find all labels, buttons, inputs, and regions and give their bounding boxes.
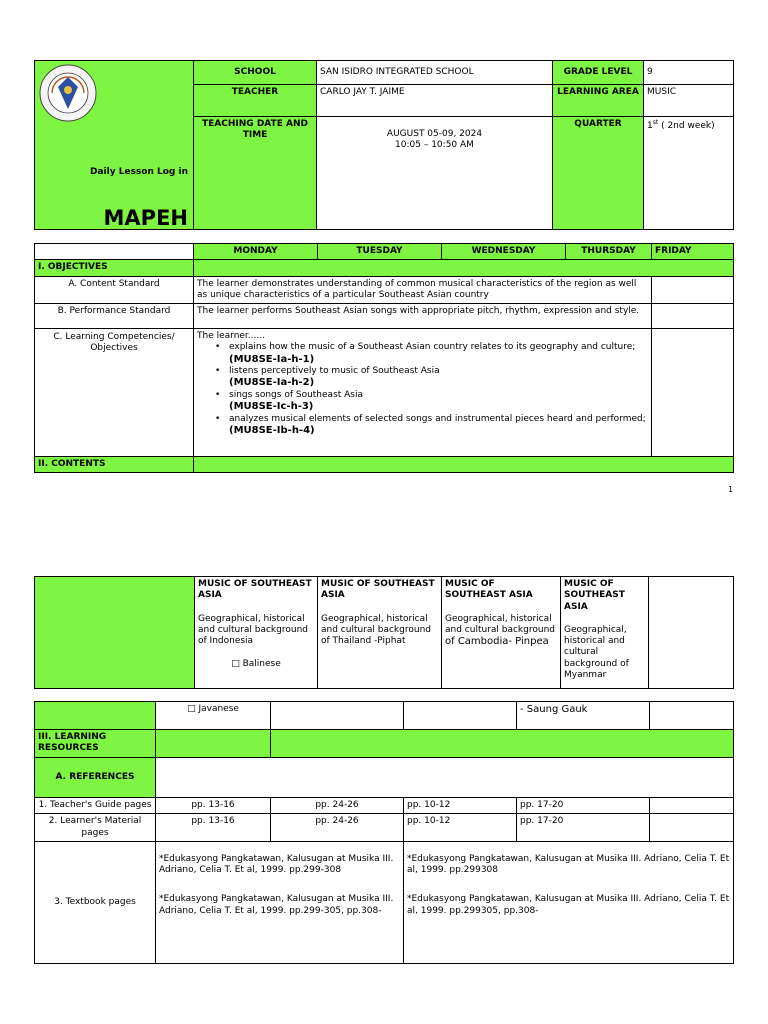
competency-item	[215, 342, 648, 366]
performance-standard-label: B. Performance Standard	[35, 304, 194, 329]
competency-text: analyzes musical elements of selected songs and instrumental pieces heard and performed;	[229, 413, 646, 424]
saung-gauk-cell: - Saung Gauk	[517, 702, 650, 730]
lm-pages-wednesday: pp. 10-12	[404, 814, 517, 842]
content-standard-friday	[652, 276, 734, 304]
competencies-list	[197, 342, 648, 437]
continuation-label-cell	[35, 702, 156, 730]
competency-code: (MU8SE-Ib-h-4)	[229, 424, 315, 436]
competencies-label: C. Learning Competencies/ Objectives	[35, 329, 194, 457]
quarter-value	[644, 117, 734, 230]
quarter-number: 1	[647, 121, 653, 131]
teaching-date-value: AUGUST 05-09, 2024	[386, 129, 483, 139]
content-title: MUSIC OF SOUTHEAST ASIA	[564, 579, 625, 612]
contents-table	[34, 576, 734, 689]
content-desc: Geographical, historical and cultural background of Thailand -Piphat	[321, 613, 431, 646]
day-tuesday: TUESDAY	[318, 244, 442, 260]
performance-standard-friday	[652, 304, 734, 329]
textbook-ref: *Edukasyong Pangkatawan, Kalusugan at Musika III. Adriano, Celia T. Et al, 1999. pp.299-305, pp.308-	[159, 894, 394, 916]
subject-title: MAPEH	[103, 206, 188, 230]
continuation-blank-2	[404, 702, 517, 730]
teaching-time-value: 10:05 – 10:50 AM	[395, 140, 474, 151]
references-blank	[156, 758, 734, 798]
deped-seal-icon	[38, 63, 98, 123]
content-title: MUSIC OF SOUTHEAST ASIA	[445, 579, 533, 601]
day-wednesday: WEDNESDAY	[442, 244, 566, 260]
content-col-wednesday	[442, 577, 561, 689]
content-desc: Geographical, historical and cultural background of Myanmar	[564, 624, 629, 680]
quarter-week: ( 2nd week)	[658, 121, 715, 131]
teaching-date-cell	[317, 117, 553, 230]
contents-heading: II. CONTENTS	[35, 457, 194, 473]
teacher-label: TEACHER	[194, 85, 317, 117]
competency-text: explains how the music of a Southeast Asian country relates to its geography and culture;	[229, 342, 636, 353]
competency-code: (MU8SE-Ic-h-3)	[229, 401, 314, 412]
resources-heading-fill-1	[156, 730, 271, 758]
learning-area-label: LEARNING AREA	[553, 85, 644, 117]
lm-pages-tuesday: pp. 24-26	[271, 814, 404, 842]
content-standard-label: A. Content Standard	[35, 276, 194, 304]
days-corner-cell	[35, 244, 194, 260]
teaching-date-label: TEACHING DATE AND TIME	[194, 117, 317, 230]
resources-heading: III. LEARNING RESOURCES	[35, 730, 156, 758]
competency-code: (MU8SE-Ia-h-2)	[229, 377, 315, 389]
content-col-friday	[649, 577, 734, 689]
competency-code: (MU8SE-Ia-h-1)	[229, 353, 315, 365]
content-title: MUSIC OF SOUTHEAST ASIA	[198, 579, 312, 601]
teachers-guide-label: 1. Teacher's Guide pages	[35, 798, 156, 814]
learning-area-value: MUSIC	[644, 85, 734, 117]
contents-label-cell	[35, 577, 195, 689]
textbook-right	[404, 841, 734, 963]
learners-material-label: 2. Learner's Material pages	[35, 814, 156, 842]
content-desc-country: of Cambodia- Pinpea	[445, 636, 549, 647]
textbook-label: 3. Textbook pages	[35, 841, 156, 963]
lm-pages-friday	[650, 814, 734, 842]
performance-standard-text: The learner performs Southeast Asian songs with appropriate pitch, rhythm, expression and style.	[194, 304, 652, 329]
competencies-friday	[652, 329, 734, 457]
lm-pages-thursday: pp. 17-20	[517, 814, 650, 842]
header-table	[34, 60, 734, 230]
textbook-ref: *Edukasyong Pangkatawan, Kalusugan at Musika III. Adriano, Celia T. Et al, 1999. pp.299308	[407, 853, 730, 875]
contents-heading-fill	[194, 457, 734, 473]
competency-item	[215, 366, 648, 390]
daily-lesson-log-label: Daily Lesson Log in	[90, 167, 188, 177]
textbook-left	[156, 841, 404, 963]
quarter-label: QUARTER	[553, 117, 644, 230]
competency-item	[215, 390, 648, 414]
content-desc: Geographical, historical and cultural background of Indonesia	[198, 613, 308, 646]
competency-item	[215, 414, 648, 438]
school-label: SCHOOL	[194, 61, 317, 85]
grade-level-value: 9	[644, 61, 734, 85]
references-label: A. REFERENCES	[35, 758, 156, 798]
content-extra-balinese: □ Balinese	[231, 659, 281, 670]
school-value: SAN ISIDRO INTEGRATED SCHOOL	[317, 61, 553, 85]
competencies-intro: The learner......	[197, 331, 265, 341]
content-desc: Geographical, historical and cultural background	[445, 613, 555, 635]
day-friday: FRIDAY	[652, 244, 734, 260]
textbook-ref: *Edukasyong Pangkatawan, Kalusugan at Musika III. Adriano, Celia T. Et al, 1999. pp.299305, pp.308-	[407, 894, 730, 916]
tg-pages-tuesday: pp. 24-26	[271, 798, 404, 814]
resources-heading-fill-2	[271, 730, 734, 758]
content-title: MUSIC OF SOUTHEAST ASIA	[321, 579, 435, 601]
competencies-cell	[194, 329, 652, 457]
lm-pages-monday: pp. 13-16	[156, 814, 271, 842]
teacher-value: CARLO JAY T. JAIME	[317, 85, 553, 117]
objectives-heading-fill	[194, 260, 734, 276]
resources-table	[34, 701, 734, 964]
logo-cell	[35, 61, 194, 230]
tg-pages-monday: pp. 13-16	[156, 798, 271, 814]
competency-text: listens perceptively to music of Southeast Asia	[229, 366, 440, 376]
content-col-tuesday	[318, 577, 442, 689]
textbook-ref: *Edukasyong Pangkatawan, Kalusugan at Musika III. Adriano, Celia T. Et al, 1999. pp.299-308	[159, 853, 394, 875]
javanese-cell: □ Javanese	[156, 702, 271, 730]
tg-pages-friday	[650, 798, 734, 814]
day-thursday: THURSDAY	[566, 244, 652, 260]
quarter-suffix: st	[652, 119, 659, 126]
page-number: 1	[728, 485, 734, 494]
objectives-table	[34, 243, 734, 473]
competency-text: sings songs of Southeast Asia	[229, 389, 364, 400]
continuation-blank-3	[650, 702, 734, 730]
tg-pages-wednesday: pp. 10-12	[404, 798, 517, 814]
day-monday: MONDAY	[194, 244, 318, 260]
tg-pages-thursday: pp. 17-20	[517, 798, 650, 814]
grade-level-label: GRADE LEVEL	[553, 61, 644, 85]
continuation-blank-1	[271, 702, 404, 730]
content-col-monday	[195, 577, 318, 689]
content-col-thursday	[561, 577, 649, 689]
objectives-heading: I. OBJECTIVES	[35, 260, 194, 276]
content-standard-text: The learner demonstrates understanding of common musical characteristics of the region as well as unique characteristics of a particular Southeast Asian country	[194, 276, 652, 304]
